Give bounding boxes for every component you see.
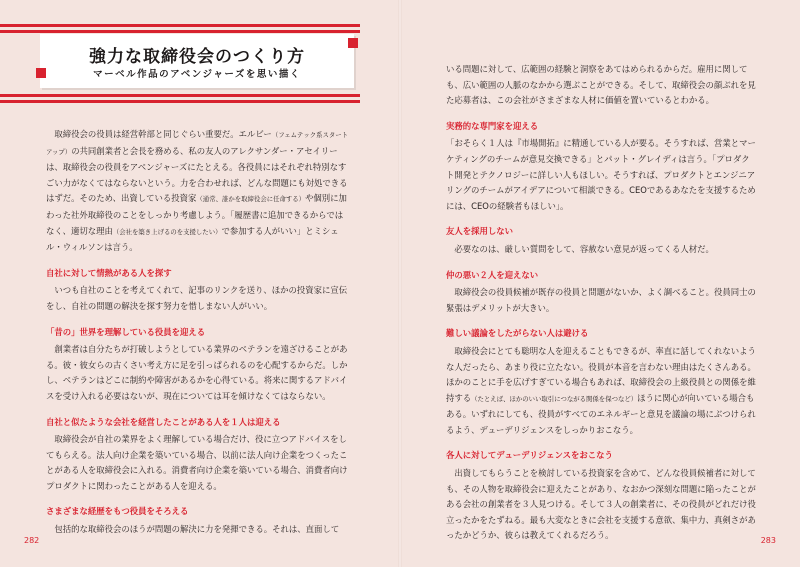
right-text-column (446, 62, 756, 544)
section-body: 創業者は自分たちが打破しようとしている業界のベテランを遠ざけることがある。彼・彼女らの古くさい考え方に足を引っぱられるのを心配するからだ。しかし、ベテランはどこに制約や障害があるかを心得ている。将来に関するアドバイスを受け入れる必要はないが、現在については耳を傾けなくてはならない。 (46, 344, 348, 401)
page-subtitle: マーベル作品のアベンジャーズを思い描く (93, 69, 301, 80)
section-body: 包括的な取締役会のほうが問題の解決に力を発揮できる。それは、直面して (54, 524, 340, 535)
right-page (400, 0, 800, 567)
page-number-left: 282 (24, 536, 40, 545)
section-body: 取締役会にとても聡明な人を迎えることもできるが、率直に話してくれないような人だったら、あまり役に立たない。役員が本音を言わない理由はたくさんある。ほかのことに手を広げすぎている場合もあれば、取締役会の上級役員との関係を維持する（たとえば、ほかのいい取引につながる関係を保つなど）ほうに関心が向いている場合もある。いずれにしても、役員がすべてのエネルギーと意見を議論の場にぶつけられるよう、デューデリジェンスをしっかりおこなう。 (446, 345, 756, 435)
left-text-column (46, 127, 350, 538)
title-rule-bottom (0, 94, 360, 106)
continuation-paragraph: いる問題に対して、広範囲の経験と洞察をあてはめられるからだ。雇用に関しても、広い範囲の人脈のなかから選ぶことができる。そして、取締役会の顔ぶれを見た応募者は、この会社がさまざまな人材に価値を置いているとわかる。 (446, 64, 756, 106)
section-heading: 「昔の」世界を理解している役員を迎える (46, 326, 206, 337)
intro-paragraph: 取締役会の役員は経営幹部と同じぐらい重要だ。エルビー（フェムテック系スタートアップ）の共同創業者と会長を務める、私の友人のアレクサンダー・アセイリーは、取締役会の役員をアベンジャーズにたとえる。各役員にはそれぞれ特別なすごい力がなくてはならないという。力を合わせれば、どんな問題にも対処できるはずだ。そのため、出資している投資家（通常、誰かを取締役会に任命する）や個別に加わった社外取締役のことをしっかり考慮しよう。「履歴書に追加できるからではなく、適切な理由（会社を築き上げるのを支援したい）で参加する人がいい」とミシェル・ウィルソンは言う。 (46, 129, 349, 253)
section-body: 必要なのは、厳しい質問をして、容赦ない意見が返ってくる人材だ。 (454, 243, 714, 254)
section-heading: 難しい議論をしたがらない人は避ける (446, 328, 589, 339)
section-heading: 自社と似たような会社を経営したことがある人を１人は迎える (46, 416, 281, 427)
page-number-right: 283 (760, 536, 776, 545)
section-heading: 自社に対して情熱がある人を探す (46, 267, 172, 278)
section-heading: 仲の悪い２人を迎えない (446, 269, 539, 280)
section-body: 出資してもらうことを検討している投資家を含めて、どんな役員候補者に対しても、その人物を取締役会に迎えたことがあり、なおかつ深刻な問題に陥ったことがある会社の創業者を３人見つける。そして３人の創業者に、その役員がどれだけ役立ったかをたずねる。最も大変なときに会社を支援する意欲、集中力、真剣さがあったかどうか、彼らは教えてくれるだろう。 (446, 468, 756, 541)
section-body: 取締役会が自社の業界をよく理解している場合だけ、役に立つアドバイスをしてもらえる。法人向け企業を築いている場合、以前に法人向け企業をつくったことがある人を取締役会に入れる。消費者向け企業を築いている場合、消費者向けプロダクトに関わったことがある人を迎える。 (46, 434, 348, 491)
section-body: 取締役会の役員候補が既存の役員と問題がないか、よく調べること。役員同士の緊張はデメリットが大きい。 (446, 287, 756, 313)
section-body: 「おそらく１人は『市場開拓』に精通している人が要る。そうすれば、営業とマーケティングのチームが意見交換できる」とパット・グレイディは言う。「プロダクト開発とテクノロジーに詳しい人もほしい。そうすれば、プロダクトとエンジニアリングのチームがアイデアについて相談できる。CEOであるあなたを支援するためには、CEOの経験者もほしい」。 (446, 138, 756, 211)
section-heading: 実務的な専門家を迎える (446, 120, 539, 131)
section-heading: さまざまな経歴をもつ役員をそろえる (46, 506, 189, 517)
section-heading: 各人に対してデューデリジェンスをおこなう (446, 450, 613, 461)
section-heading: 友人を採用しない (446, 226, 513, 237)
page-title: 強力な取締役会のつくり方 (89, 47, 305, 67)
title-box (40, 34, 354, 88)
section-body: いつも自社のことを考えてくれて、記事のリンクを送り、ほかの投資家に宣伝をし、自社の問題の解決を探す努力を惜しまない人がいい。 (46, 285, 348, 311)
